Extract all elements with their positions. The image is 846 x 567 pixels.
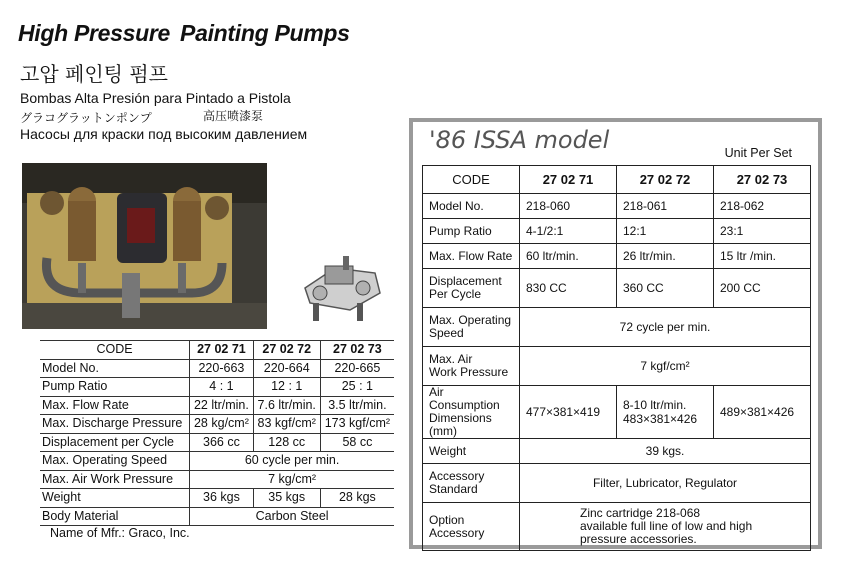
row-value: Carbon Steel xyxy=(190,507,394,526)
row-value: 7 kgf/cm² xyxy=(520,347,811,386)
row-label: Displacement per Cycle xyxy=(40,433,190,452)
label-line: Accessory xyxy=(429,525,485,540)
row-value: 477×381×419 xyxy=(520,386,617,439)
code-cell: 27 02 72 xyxy=(253,341,320,360)
table-row xyxy=(423,308,811,347)
title-part-1: High Pressure xyxy=(18,20,171,46)
row-value: 173 kgf/cm² xyxy=(320,415,394,434)
label-line: Max. Operating xyxy=(429,313,512,327)
row-value: Filter, Lubricator, Regulator xyxy=(520,464,811,503)
small-pump-photo xyxy=(295,248,387,324)
row-value: 12 : 1 xyxy=(253,378,320,397)
row-label xyxy=(423,269,520,308)
row-value: 25 : 1 xyxy=(320,378,394,397)
row-label: Pump Ratio xyxy=(423,219,520,244)
row-value: 128 cc xyxy=(253,433,320,452)
table-header-row xyxy=(40,341,394,360)
table-row xyxy=(423,386,811,439)
row-label: Pump Ratio xyxy=(40,378,190,397)
left-spec-table xyxy=(40,340,394,526)
code-header: CODE xyxy=(423,166,520,194)
table-row xyxy=(40,378,394,397)
row-label: Max. Discharge Pressure xyxy=(40,415,190,434)
row-value: 360 CC xyxy=(617,269,714,308)
label-line: Air Consumption xyxy=(429,385,500,412)
row-value: 220-664 xyxy=(253,359,320,378)
row-value: 218-062 xyxy=(714,194,811,219)
row-value xyxy=(520,503,811,551)
label-line: Work Pressure xyxy=(429,365,509,379)
table-row xyxy=(423,439,811,464)
row-value: 220-663 xyxy=(190,359,254,378)
row-value: 58 cc xyxy=(320,433,394,452)
value-line: pressure accessories. xyxy=(580,532,697,546)
title-russian: Насосы для краски под высоким давлением xyxy=(20,126,308,142)
row-value: 3.5 ltr/min. xyxy=(320,396,394,415)
value-line: 8-10 ltr/min. xyxy=(623,398,687,412)
manufacturer-note: Name of Mfr.: Graco, Inc. xyxy=(50,526,190,540)
row-value: 12:1 xyxy=(617,219,714,244)
title-part-2: Painting Pumps xyxy=(180,20,350,46)
table-row xyxy=(423,464,811,503)
row-label: Max. Flow Rate xyxy=(40,396,190,415)
table-row xyxy=(423,219,811,244)
code-cell: 27 02 71 xyxy=(520,166,617,194)
value-line: 483×381×426 xyxy=(623,412,698,426)
row-value: 23:1 xyxy=(714,219,811,244)
row-value: 39 kgs. xyxy=(520,439,811,464)
row-value: 4-1/2:1 xyxy=(520,219,617,244)
row-value: 60 cycle per min. xyxy=(190,452,394,471)
table-row xyxy=(423,269,811,308)
row-value: 72 cycle per min. xyxy=(520,308,811,347)
row-label: Weight xyxy=(40,489,190,508)
value-line: available full line of low and high xyxy=(580,519,753,533)
label-line: Per Cycle xyxy=(429,287,482,301)
unit-label: Unit Per Set xyxy=(724,146,792,160)
row-value: 4 : 1 xyxy=(190,378,254,397)
label-line: Standard xyxy=(429,482,478,496)
label-line: Option xyxy=(429,512,465,527)
row-value: 489×381×426 xyxy=(714,386,811,439)
row-label: Model No. xyxy=(40,359,190,378)
title-spanish: Bombas Alta Presión para Pintado a Pistola xyxy=(20,90,291,106)
title-chinese: 高压喷漆泵 xyxy=(203,109,264,123)
table-row xyxy=(423,347,811,386)
table-row xyxy=(423,194,811,219)
table-row xyxy=(40,359,394,378)
code-cell: 27 02 73 xyxy=(714,166,811,194)
row-label: Max. Flow Rate xyxy=(423,244,520,269)
table-row xyxy=(40,396,394,415)
right-spec-table xyxy=(422,165,811,551)
pump-photo xyxy=(22,163,267,329)
row-value: 218-060 xyxy=(520,194,617,219)
code-cell: 27 02 73 xyxy=(320,341,394,360)
title-japanese: グラコグラットンポンプ xyxy=(20,111,152,125)
label-line: Max. Air xyxy=(429,352,473,366)
row-value: 35 kgs xyxy=(253,489,320,508)
row-label xyxy=(423,386,520,439)
row-label xyxy=(423,464,520,503)
row-label xyxy=(423,308,520,347)
row-label xyxy=(423,347,520,386)
code-cell: 27 02 72 xyxy=(617,166,714,194)
row-label: Weight xyxy=(423,439,520,464)
table-row xyxy=(423,244,811,269)
row-value: 830 CC xyxy=(520,269,617,308)
row-value: 218-061 xyxy=(617,194,714,219)
row-value: 83 kgf/cm² xyxy=(253,415,320,434)
table-header-row xyxy=(423,166,811,194)
label-line: Displacement xyxy=(429,274,502,288)
row-label: Body Material xyxy=(40,507,190,526)
table-row xyxy=(40,489,394,508)
issa-model-panel xyxy=(409,118,822,549)
panel-title: '86 ISSA model xyxy=(429,126,610,154)
row-value: 28 kgs xyxy=(320,489,394,508)
table-row xyxy=(423,503,811,551)
row-value xyxy=(617,386,714,439)
row-value: 26 ltr/min. xyxy=(617,244,714,269)
row-label: Max. Air Work Pressure xyxy=(40,470,190,489)
row-value: 28 kg/cm² xyxy=(190,415,254,434)
label-line: Accessory xyxy=(429,469,485,483)
code-header: CODE xyxy=(40,341,190,360)
label-line: Dimensions (mm) xyxy=(429,411,492,438)
label-line: Speed xyxy=(429,326,464,340)
table-row xyxy=(40,433,394,452)
row-value: 36 kgs xyxy=(190,489,254,508)
row-label: Model No. xyxy=(423,194,520,219)
row-value: 200 CC xyxy=(714,269,811,308)
table-row xyxy=(40,470,394,489)
row-value: 7 kg/cm² xyxy=(190,470,394,489)
row-label xyxy=(423,503,520,551)
row-value: 7.6 ltr/min. xyxy=(253,396,320,415)
table-row xyxy=(40,415,394,434)
row-value: 60 ltr/min. xyxy=(520,244,617,269)
table-row xyxy=(40,507,394,526)
code-cell: 27 02 71 xyxy=(190,341,254,360)
row-label: Max. Operating Speed xyxy=(40,452,190,471)
row-value: 15 ltr /min. xyxy=(714,244,811,269)
value-line: Zinc cartridge 218-068 xyxy=(580,506,701,520)
page-title xyxy=(18,20,350,47)
title-korean: 고압 페인팅 펌프 xyxy=(20,62,168,86)
row-value: 366 cc xyxy=(190,433,254,452)
row-value: 220-665 xyxy=(320,359,394,378)
table-row xyxy=(40,452,394,471)
row-value: 22 ltr/min. xyxy=(190,396,254,415)
